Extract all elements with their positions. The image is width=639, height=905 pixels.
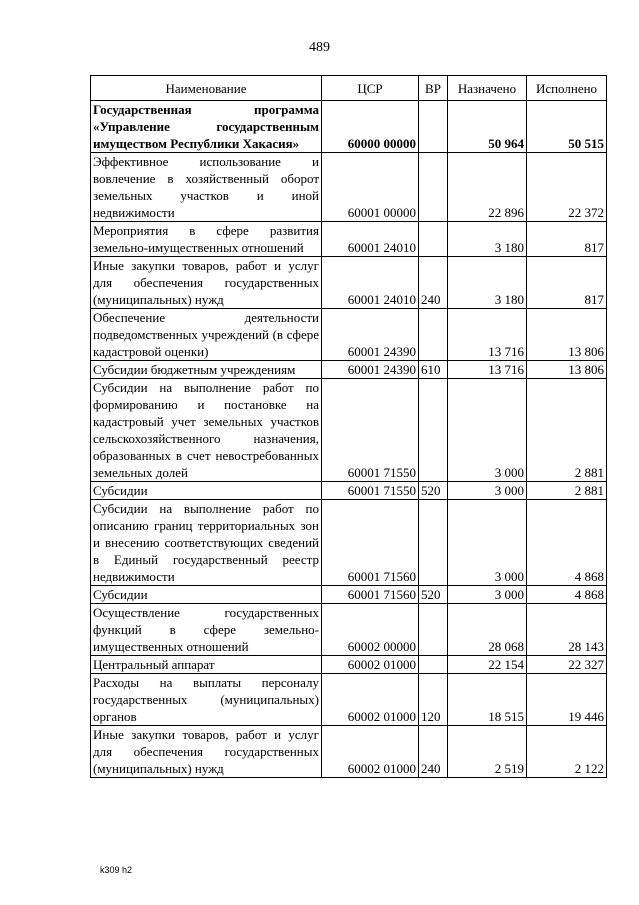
row-vr: 240 xyxy=(419,257,448,309)
page-number: 489 xyxy=(309,40,330,55)
row-vr xyxy=(419,656,448,674)
table-row xyxy=(91,586,607,604)
table-row xyxy=(91,257,607,309)
table-row xyxy=(91,101,607,153)
row-executed: 50 515 xyxy=(527,101,607,153)
row-name: Иные закупки товаров, работ и услуг для обеспечения государственных (муниципальных) нужд xyxy=(91,726,322,778)
table-row xyxy=(91,656,607,674)
row-vr xyxy=(419,604,448,656)
row-executed: 2 881 xyxy=(527,482,607,500)
row-planned: 3 000 xyxy=(448,379,527,482)
row-name: Обеспечение деятельности подведомственных учреждений (в сфере кадастровой оценки) xyxy=(91,309,322,361)
row-planned: 3 180 xyxy=(448,222,527,257)
row-vr: 520 xyxy=(419,586,448,604)
row-csr: 60002 01000 xyxy=(322,674,419,726)
row-name: Субсидии на выполнение работ по описанию границ территориальных зон и внесению соответствующих сведений в Единый государственный реестр недвижимости xyxy=(91,500,322,586)
row-vr: 610 xyxy=(419,361,448,379)
row-planned: 13 716 xyxy=(448,361,527,379)
row-executed: 13 806 xyxy=(527,309,607,361)
table-row xyxy=(91,674,607,726)
table-row xyxy=(91,379,607,482)
row-csr: 60001 71560 xyxy=(322,500,419,586)
row-planned: 22 896 xyxy=(448,153,527,222)
row-csr: 60002 01000 xyxy=(322,726,419,778)
row-planned: 3 000 xyxy=(448,500,527,586)
row-name: Субсидии на выполнение работ по формированию и постановке на кадастровый учет земельных участков сельскохозяйственного назначения, образованных в счет невостребованных земельных долей xyxy=(91,379,322,482)
row-name: Эффективное использование и вовлечение в хозяйственный оборот земельных участков и иной недвижимости xyxy=(91,153,322,222)
table-row xyxy=(91,309,607,361)
header-vr: ВР xyxy=(419,76,448,101)
table-row xyxy=(91,361,607,379)
row-vr: 120 xyxy=(419,674,448,726)
table-row xyxy=(91,482,607,500)
row-executed: 2 881 xyxy=(527,379,607,482)
row-name: Осуществление государственных функций в сфере земельно-имущественных отношений xyxy=(91,604,322,656)
row-vr xyxy=(419,153,448,222)
row-csr: 60002 00000 xyxy=(322,604,419,656)
row-csr: 60001 71560 xyxy=(322,586,419,604)
header-planned: Назначено xyxy=(448,76,527,101)
table-row xyxy=(91,726,607,778)
row-vr: 240 xyxy=(419,726,448,778)
row-vr: 520 xyxy=(419,482,448,500)
header-executed: Исполнено xyxy=(527,76,607,101)
row-csr: 60001 71550 xyxy=(322,482,419,500)
row-name: Расходы на выплаты персоналу государственных (муниципальных) органов xyxy=(91,674,322,726)
row-planned: 3 180 xyxy=(448,257,527,309)
row-executed: 13 806 xyxy=(527,361,607,379)
row-csr: 60000 00000 xyxy=(322,101,419,153)
row-executed: 4 868 xyxy=(527,586,607,604)
row-csr: 60001 71550 xyxy=(322,379,419,482)
row-vr xyxy=(419,309,448,361)
table-header-row xyxy=(91,76,607,101)
row-vr xyxy=(419,379,448,482)
row-executed: 2 122 xyxy=(527,726,607,778)
table-row xyxy=(91,500,607,586)
row-executed: 817 xyxy=(527,222,607,257)
row-csr: 60001 00000 xyxy=(322,153,419,222)
budget-table xyxy=(90,75,607,778)
row-planned: 22 154 xyxy=(448,656,527,674)
row-executed: 817 xyxy=(527,257,607,309)
row-vr xyxy=(419,222,448,257)
table-row xyxy=(91,604,607,656)
footer-code: k309 h2 xyxy=(100,865,133,875)
row-vr xyxy=(419,101,448,153)
row-csr: 60001 24390 xyxy=(322,361,419,379)
row-planned: 3 000 xyxy=(448,482,527,500)
row-executed: 22 372 xyxy=(527,153,607,222)
row-name: Центральный аппарат xyxy=(91,656,322,674)
table-row xyxy=(91,153,607,222)
row-csr: 60001 24390 xyxy=(322,309,419,361)
header-csr: ЦСР xyxy=(322,76,419,101)
row-executed: 19 446 xyxy=(527,674,607,726)
table-body xyxy=(91,101,607,778)
row-name: Мероприятия в сфере развития земельно-имущественных отношений xyxy=(91,222,322,257)
row-planned: 28 068 xyxy=(448,604,527,656)
row-name: Иные закупки товаров, работ и услуг для обеспечения государственных (муниципальных) нужд xyxy=(91,257,322,309)
row-planned: 18 515 xyxy=(448,674,527,726)
row-planned: 2 519 xyxy=(448,726,527,778)
row-planned: 13 716 xyxy=(448,309,527,361)
row-csr: 60001 24010 xyxy=(322,222,419,257)
row-csr: 60002 01000 xyxy=(322,656,419,674)
row-name: Субсидии xyxy=(91,482,322,500)
row-name: Государственная программа «Управление государственным имуществом Республики Хакасия» xyxy=(91,101,322,153)
row-vr xyxy=(419,500,448,586)
table-row xyxy=(91,222,607,257)
header-name: Наименование xyxy=(91,76,322,101)
row-planned: 3 000 xyxy=(448,586,527,604)
row-executed: 28 143 xyxy=(527,604,607,656)
row-name: Субсидии xyxy=(91,586,322,604)
row-planned: 50 964 xyxy=(448,101,527,153)
row-executed: 22 327 xyxy=(527,656,607,674)
row-csr: 60001 24010 xyxy=(322,257,419,309)
row-executed: 4 868 xyxy=(527,500,607,586)
row-name: Субсидии бюджетным учреждениям xyxy=(91,361,322,379)
